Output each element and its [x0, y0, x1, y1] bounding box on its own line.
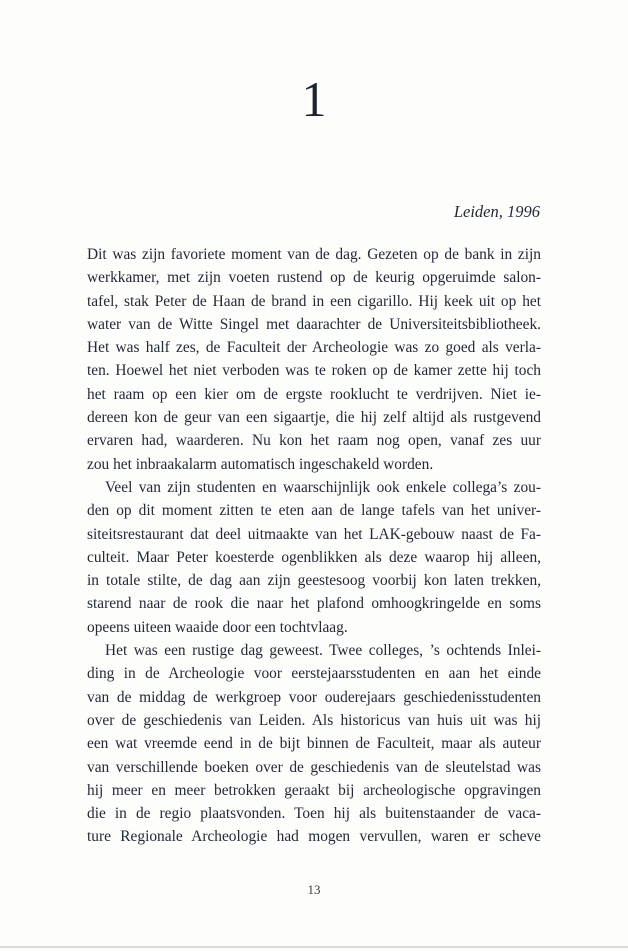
page-bottom-edge	[0, 946, 628, 948]
body-line: zou het inbraakalarm automatisch ingeschakeld worden.	[87, 455, 434, 473]
body-line: ture Regionale Archeologie had mogen vervullen, waren er scheve	[87, 828, 541, 846]
body-line: het raam op een kier om de ergste rooklucht te verdrijven. Niet ie-	[87, 385, 541, 403]
body-line: over de geschiedenis van Leiden. Als historicus van huis uit was hij	[87, 711, 541, 729]
body-line: starend naar de rook die naar het plafond omhoogkringelde en soms	[87, 595, 541, 613]
body-line: die in de regio plaatsvonden. Toen hij als buitenstaander de vaca-	[87, 805, 541, 823]
body-line: tafel, stak Peter de Haan de brand in een cigarillo. Hij keek uit op het	[87, 292, 541, 310]
body-line: ding in de Archeologie voor eerstejaarsstudenten en aan het einde	[87, 665, 541, 683]
body-line: Het was een rustige dag geweest. Twee colleges, ’s ochtends Inlei-	[105, 642, 541, 660]
body-line: van de middag de werkgroep voor ouderejaars geschiedenisstudenten	[87, 688, 541, 706]
body-line: Veel van zijn studenten en waarschijnlijk ook enkele collega’s zou-	[105, 478, 541, 496]
body-line: water van de Witte Singel met daarachter de Universiteitsbibliotheek.	[87, 315, 541, 333]
page-number: 13	[307, 882, 321, 897]
dateline: Leiden, 1996	[453, 202, 540, 221]
chapter-number: 1	[301, 71, 327, 127]
body-line: siteitsrestaurant dat deel uitmaakte van het LAK-gebouw naast de Fa-	[87, 525, 541, 543]
body-line: dereen kon de geur van een sigaartje, die hij zelf altijd als rustgevend	[87, 409, 541, 427]
body-line: werkkamer, met zijn voeten rustend op de keurig opgeruimde salon-	[87, 269, 541, 287]
body-line: Het was half zes, de Faculteit der Archeologie was zo goed als verla-	[87, 339, 541, 357]
body-line: ervaren had, waarderen. Nu kon het raam nog open, vanaf zes uur	[87, 432, 541, 450]
body-line: den op dit moment zitten te eten aan de lange tafels van het univer-	[87, 502, 541, 520]
body-line: van verschillende boeken over de geschiedenis van de sleutelstad was	[87, 758, 541, 776]
body-line: culteit. Maar Peter koesterde ogenblikken als deze waarop hij alleen,	[87, 548, 541, 566]
body-line: Dit was zijn favoriete moment van de dag. Gezeten op de bank in zijn	[87, 246, 541, 263]
body-line: een wat vreemde eend in de bijt binnen de Faculteit, maar als auteur	[87, 735, 541, 753]
body-text	[87, 243, 541, 849]
body-line: ten. Hoewel het niet verboden was te roken op de kamer zette hij toch	[87, 362, 541, 380]
body-line: opeens uiteen waaide door een tochtvlaag.	[87, 618, 348, 636]
body-line: hij meer en meer betrokken geraakt bij archeologische opgravingen	[87, 781, 541, 799]
body-line: in totale stilte, de dag aan zijn geestesoog voorbij kon laten trekken,	[87, 572, 541, 590]
